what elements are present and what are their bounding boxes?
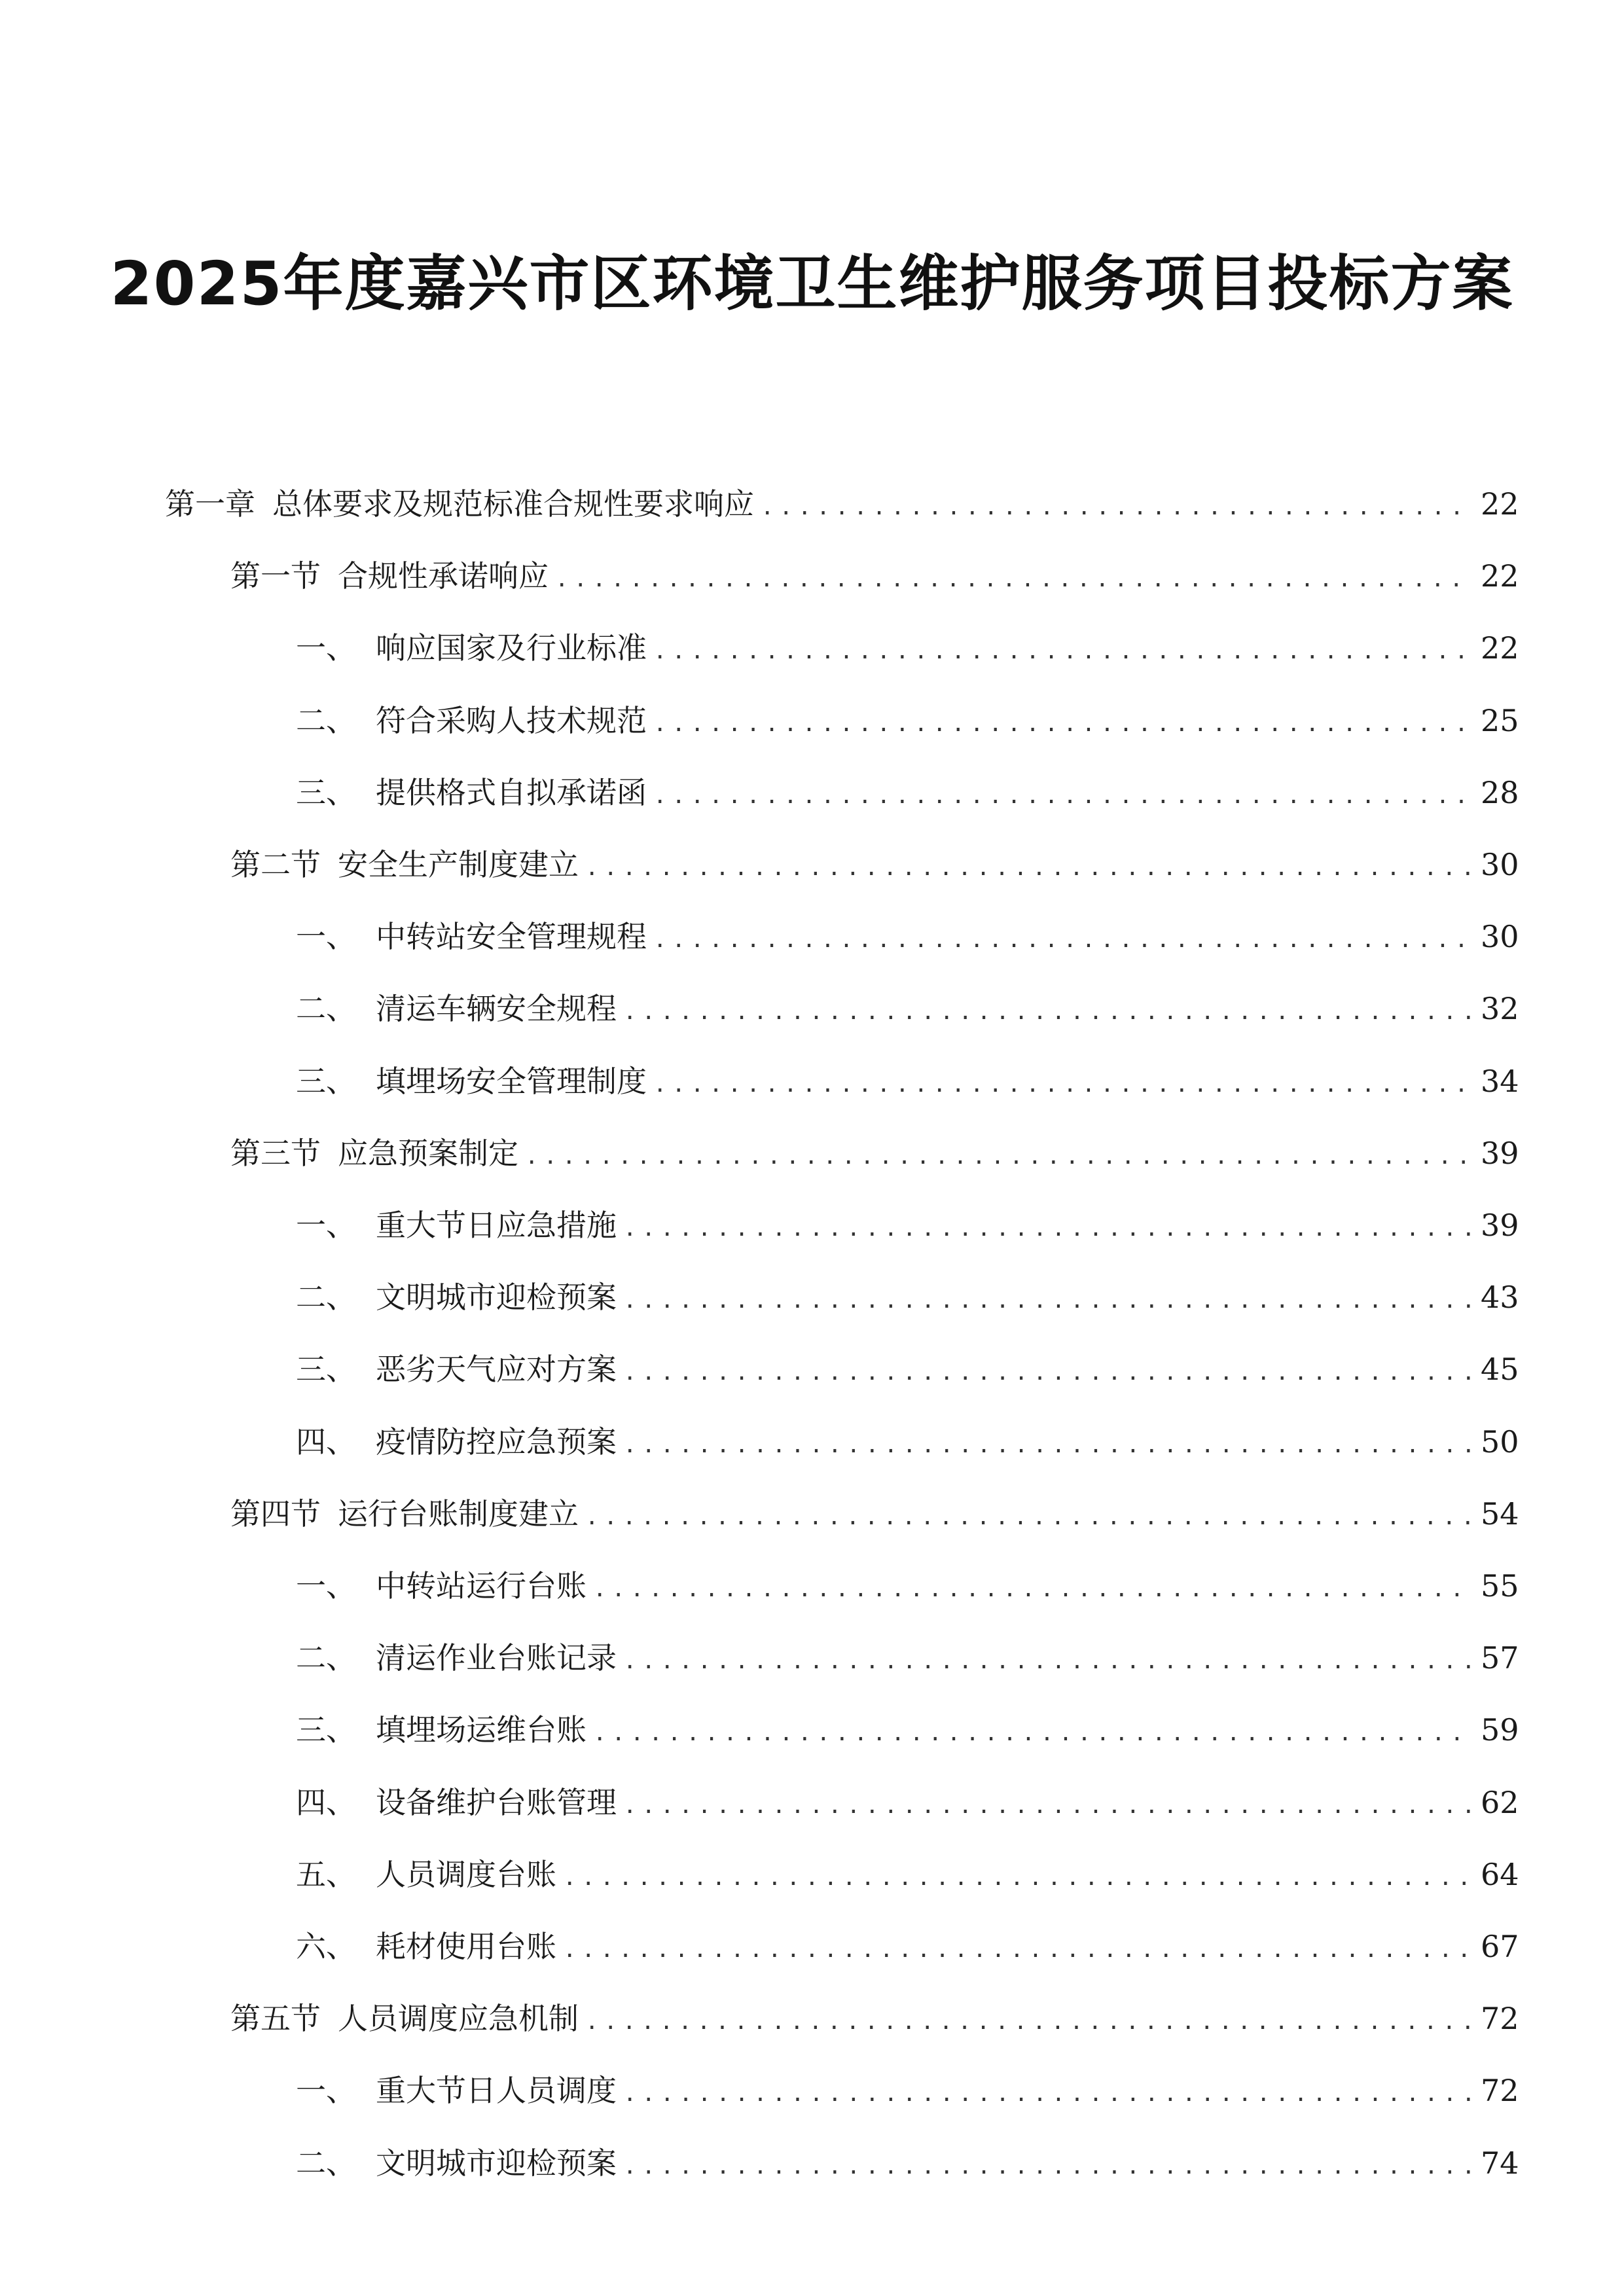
toc-dot-leader <box>623 1350 1471 1395</box>
toc-entry[interactable] <box>296 1058 1517 1104</box>
toc-dot-leader <box>593 1710 1471 1756</box>
toc-dot-leader <box>593 1566 1471 1612</box>
toc-entry-page-number: 25 <box>1481 703 1519 738</box>
toc-entry-page-number: 39 <box>1481 1136 1519 1171</box>
toc-entry[interactable] <box>230 1130 1517 1176</box>
toc-dot-leader <box>585 845 1471 891</box>
toc-entry-title: 设备维护台账管理 <box>376 1785 617 1820</box>
toc-entry[interactable] <box>230 1996 1517 2041</box>
toc-dot-leader <box>653 628 1471 674</box>
toc-dot-leader <box>623 1422 1471 1468</box>
toc-entry-title: 疫情防控应急预案 <box>376 1424 617 1460</box>
toc-entry-number: 二、 <box>296 2145 356 2181</box>
toc-entry-title: 填埋场运维台账 <box>376 1712 586 1748</box>
toc-entry-page-number: 67 <box>1481 1929 1519 1964</box>
toc-entry-page-number: 57 <box>1481 1640 1519 1676</box>
toc-entry[interactable] <box>296 625 1517 671</box>
toc-entry-title: 文明城市迎检预案 <box>376 1280 617 1315</box>
toc-entry-number: 五、 <box>296 1857 356 1892</box>
toc-entry-page-number: 45 <box>1481 1352 1519 1387</box>
toc-dot-leader <box>525 1134 1471 1179</box>
toc-entry-number: 第四节 <box>230 1496 321 1532</box>
toc-dot-leader <box>623 1638 1471 1684</box>
toc-entry-page-number: 32 <box>1481 991 1519 1026</box>
toc-entry-title: 安全生产制度建立 <box>338 847 579 882</box>
toc-entry-number: 一、 <box>296 919 356 954</box>
toc-entry-title: 重大节日应急措施 <box>376 1208 617 1243</box>
toc-entry-page-number: 72 <box>1481 2001 1519 2036</box>
toc-dot-leader <box>653 917 1471 963</box>
toc-entry-title: 文明城市迎检预案 <box>376 2145 617 2181</box>
toc-dot-leader <box>623 1783 1471 1829</box>
toc-entry-page-number: 54 <box>1481 1496 1519 1532</box>
toc-dot-leader <box>555 556 1471 602</box>
toc-entry[interactable] <box>296 1346 1517 1392</box>
toc-dot-leader <box>653 701 1471 747</box>
toc-entry-title: 中转站安全管理规程 <box>376 919 647 954</box>
toc-entry-title: 提供格式自拟承诺函 <box>376 775 647 810</box>
toc-entry-number: 一、 <box>296 2073 356 2108</box>
toc-entry[interactable] <box>165 481 1517 527</box>
toc-entry[interactable] <box>296 1274 1517 1320</box>
toc-entry[interactable] <box>296 2068 1517 2113</box>
toc-entry-page-number: 22 <box>1481 486 1519 522</box>
toc-dot-leader <box>585 1999 1471 2045</box>
toc-entry-page-number: 74 <box>1481 2145 1519 2181</box>
toc-entry[interactable] <box>296 1780 1517 1825</box>
toc-entry-title: 响应国家及行业标准 <box>376 630 647 666</box>
toc-dot-leader <box>761 484 1471 530</box>
toc-entry-title: 清运车辆安全规程 <box>376 991 617 1026</box>
toc-entry-page-number: 59 <box>1481 1712 1519 1748</box>
toc-entry-title: 耗材使用台账 <box>376 1929 556 1964</box>
toc-dot-leader <box>623 1206 1471 1251</box>
toc-entry[interactable] <box>296 986 1517 1031</box>
toc-entry-number: 二、 <box>296 1280 356 1315</box>
toc-entry[interactable] <box>296 1924 1517 1969</box>
toc-entry-number: 四、 <box>296 1785 356 1820</box>
toc-entry[interactable] <box>296 1419 1517 1465</box>
toc-dot-leader <box>623 2071 1471 2117</box>
toc-entry-number: 三、 <box>296 775 356 810</box>
toc-entry-number: 二、 <box>296 991 356 1026</box>
toc-entry[interactable] <box>296 1707 1517 1753</box>
toc-entry[interactable] <box>230 842 1517 888</box>
toc-entry-number: 第二节 <box>230 847 321 882</box>
toc-entry[interactable] <box>296 1563 1517 1609</box>
toc-entry-title: 人员调度台账 <box>376 1857 556 1892</box>
toc-entry-number: 第一章 <box>165 486 255 522</box>
toc-entry-number: 二、 <box>296 1640 356 1676</box>
toc-entry-title: 清运作业台账记录 <box>376 1640 617 1676</box>
toc-dot-leader <box>653 773 1471 819</box>
toc-entry-number: 第一节 <box>230 558 321 594</box>
toc-entry-number: 四、 <box>296 1424 356 1460</box>
toc-entry-page-number: 28 <box>1481 775 1519 810</box>
toc-entry-number: 第五节 <box>230 2001 321 2036</box>
toc-entry-page-number: 50 <box>1481 1424 1519 1460</box>
toc-entry-title: 合规性承诺响应 <box>338 558 549 594</box>
toc-entry[interactable] <box>296 1852 1517 1897</box>
toc-dot-leader <box>623 1278 1471 1323</box>
toc-dot-leader <box>653 1062 1471 1107</box>
toc-entry-page-number: 62 <box>1481 1785 1519 1820</box>
toc-entry[interactable] <box>230 553 1517 599</box>
toc-entry[interactable] <box>230 1491 1517 1537</box>
toc-entry-number: 一、 <box>296 1208 356 1243</box>
toc-dot-leader <box>563 1927 1471 1973</box>
toc-entry[interactable] <box>296 698 1517 744</box>
toc-entry-title: 填埋场安全管理制度 <box>376 1064 647 1099</box>
toc-entry-number: 三、 <box>296 1064 356 1099</box>
toc-entry-page-number: 30 <box>1481 847 1519 882</box>
toc-entry-number: 三、 <box>296 1352 356 1387</box>
toc-dot-leader <box>623 2144 1471 2189</box>
toc-entry[interactable] <box>296 1635 1517 1681</box>
toc-entry-title: 人员调度应急机制 <box>338 2001 579 2036</box>
document-title: 2025年度嘉兴市区环境卫生维护服务项目投标方案 <box>110 249 1514 319</box>
toc-dot-leader <box>623 989 1471 1035</box>
toc-entry-page-number: 55 <box>1481 1568 1519 1604</box>
toc-dot-leader <box>585 1494 1471 1540</box>
toc-entry-number: 六、 <box>296 1929 356 1964</box>
toc-entry-title: 中转站运行台账 <box>376 1568 586 1604</box>
toc-entry-page-number: 30 <box>1481 919 1519 954</box>
toc-entry[interactable] <box>296 914 1517 960</box>
toc-entry-page-number: 64 <box>1481 1857 1519 1892</box>
toc-entry-title: 符合采购人技术规范 <box>376 703 647 738</box>
toc-entry-number: 一、 <box>296 630 356 666</box>
toc-entry[interactable] <box>296 770 1517 816</box>
toc-entry-number: 三、 <box>296 1712 356 1748</box>
toc-entry[interactable] <box>296 2140 1517 2186</box>
toc-entry-number: 第三节 <box>230 1136 321 1171</box>
toc-entry-page-number: 39 <box>1481 1208 1519 1243</box>
toc-entry-page-number: 22 <box>1481 630 1519 666</box>
toc-entry-title: 重大节日人员调度 <box>376 2073 617 2108</box>
toc-entry-title: 恶劣天气应对方案 <box>376 1352 617 1387</box>
toc-entry-page-number: 34 <box>1481 1064 1519 1099</box>
toc-entry-title: 总体要求及规范标准合规性要求响应 <box>272 486 754 522</box>
toc-entry-page-number: 43 <box>1481 1280 1519 1315</box>
toc-entry-page-number: 72 <box>1481 2073 1519 2108</box>
toc-entry-number: 一、 <box>296 1568 356 1604</box>
toc-entry-title: 应急预案制定 <box>338 1136 518 1171</box>
toc-entry-number: 二、 <box>296 703 356 738</box>
toc-entry-page-number: 22 <box>1481 558 1519 594</box>
toc-entry-title: 运行台账制度建立 <box>338 1496 579 1532</box>
toc-dot-leader <box>563 1855 1471 1901</box>
toc-entry[interactable] <box>296 1202 1517 1248</box>
